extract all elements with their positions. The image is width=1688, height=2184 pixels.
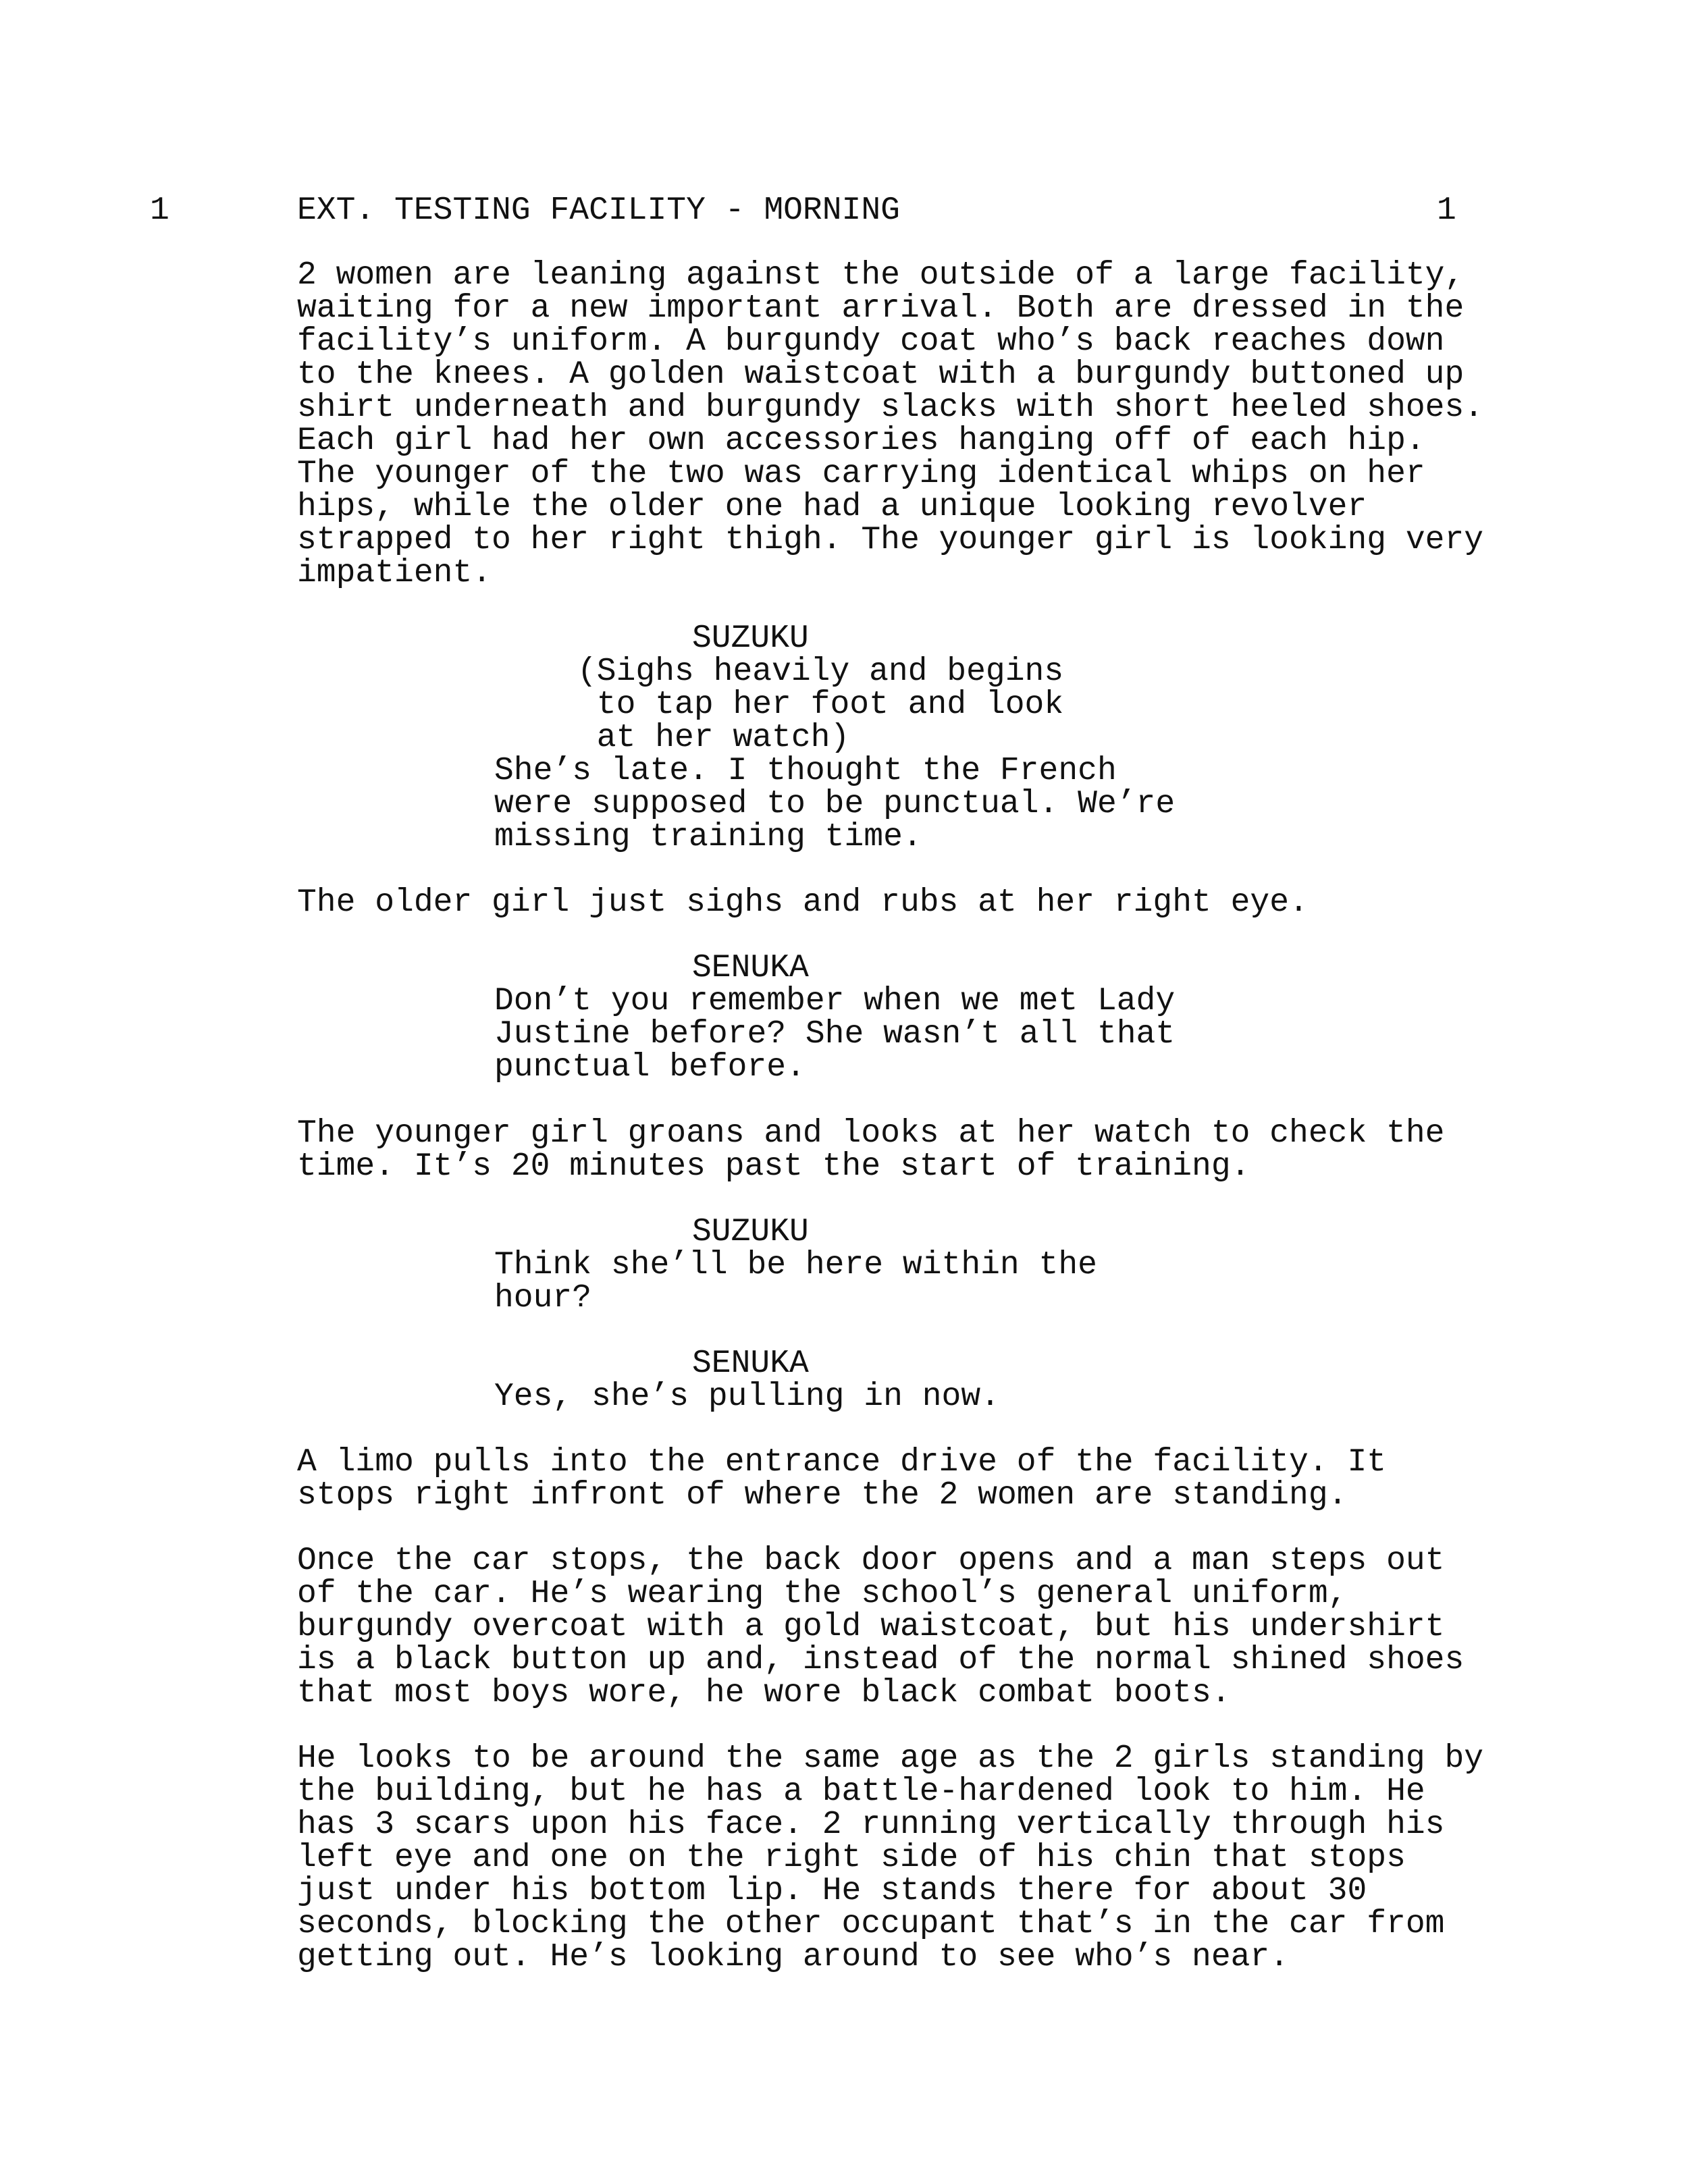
character-name-senuka-2: SENUKA	[692, 1346, 809, 1382]
text-line: A limo pulls into the entrance drive of the facility. It	[297, 1444, 1387, 1481]
text-line: She’s late. I thought the French	[494, 753, 1117, 789]
action-block-4	[297, 1446, 1485, 1512]
character-name-suzuku-2: SUZUKU	[692, 1214, 809, 1250]
text-line: He looks to be around the same age as the 2 girls standing by	[297, 1740, 1484, 1777]
text-line: hips, while the older one had a unique looking revolver	[297, 489, 1367, 525]
dialogue-2	[494, 985, 1175, 1084]
text-line: is a black button up and, instead of the normal shined shoes	[297, 1642, 1465, 1678]
text-line: Justine before? She wasn’t all that	[494, 1016, 1176, 1053]
parenthetical-1	[577, 656, 1063, 755]
text-line: Don’t you remember when we met Lady	[494, 983, 1176, 1019]
text-line: waiting for a new important arrival. Both are dressed in the	[297, 290, 1465, 327]
dialogue-4	[494, 1381, 1000, 1414]
scene-heading: EXT. TESTING FACILITY - MORNING	[297, 192, 900, 229]
text-line: were supposed to be punctual. We’re	[494, 786, 1176, 822]
character-name-suzuku: SUZUKU	[692, 620, 809, 657]
scene-number-right: 1	[1437, 192, 1456, 229]
text-line: at her watch)	[577, 720, 850, 756]
text-line: Yes, she’s pulling in now.	[494, 1379, 1000, 1415]
action-block-6	[297, 1742, 1485, 1974]
text-line: hour?	[494, 1280, 592, 1316]
text-line: punctual before.	[494, 1049, 806, 1086]
text-line: seconds, blocking the other occupant that’s in the car from	[297, 1906, 1445, 1942]
text-line: to tap her foot and look	[577, 687, 1064, 723]
text-line: facility’s uniform. A burgundy coat who’s back reaches down	[297, 323, 1445, 360]
action-block-2	[297, 886, 1485, 920]
text-line: to the knees. A golden waistcoat with a burgundy buttoned up	[297, 356, 1465, 393]
text-line: The younger girl groans and looks at her watch to check the	[297, 1115, 1445, 1152]
action-block-1	[297, 259, 1485, 590]
text-line: 2 women are leaning against the outside of a large facility,	[297, 257, 1465, 294]
text-line: burgundy overcoat with a gold waistcoat, but his undershirt	[297, 1609, 1445, 1645]
text-line: missing training time.	[494, 819, 922, 855]
text-line: of the car. He’s wearing the school’s general uniform,	[297, 1576, 1348, 1612]
text-line: stops right infront of where the 2 women are standing.	[297, 1477, 1348, 1514]
text-line: Think she’ll be here within the	[494, 1247, 1097, 1283]
text-line: shirt underneath and burgundy slacks with short heeled shoes.	[297, 390, 1484, 426]
text-line: left eye and one on the right side of his chin that stops	[297, 1840, 1406, 1876]
text-line: that most boys wore, he wore black combat boots.	[297, 1675, 1231, 1711]
character-name-senuka: SENUKA	[692, 950, 809, 986]
action-block-3	[297, 1117, 1485, 1183]
text-line: Once the car stops, the back door opens and a man steps out	[297, 1543, 1445, 1579]
text-line: The younger of the two was carrying identical whips on her	[297, 456, 1425, 492]
text-line: The older girl just sighs and rubs at her right eye.	[297, 884, 1309, 921]
text-line: has 3 scars upon his face. 2 running vertically through his	[297, 1807, 1445, 1843]
text-line: getting out. He’s looking around to see who’s near.	[297, 1939, 1290, 1975]
text-line: strapped to her right thigh. The younger girl is looking very	[297, 522, 1484, 558]
text-line: time. It’s 20 minutes past the start of training.	[297, 1148, 1250, 1185]
text-line: Each girl had her own accessories hanging off of each hip.	[297, 423, 1425, 459]
action-block-5	[297, 1545, 1485, 1710]
dialogue-1	[494, 755, 1175, 854]
text-line: impatient.	[297, 555, 492, 591]
dialogue-3	[494, 1249, 1097, 1315]
scene-number-left: 1	[150, 192, 169, 229]
text-line: the building, but he has a battle-hardened look to him. He	[297, 1774, 1425, 1810]
text-line: (Sighs heavily and begins	[577, 654, 1064, 690]
text-line: just under his bottom lip. He stands there for about 30	[297, 1873, 1367, 1909]
